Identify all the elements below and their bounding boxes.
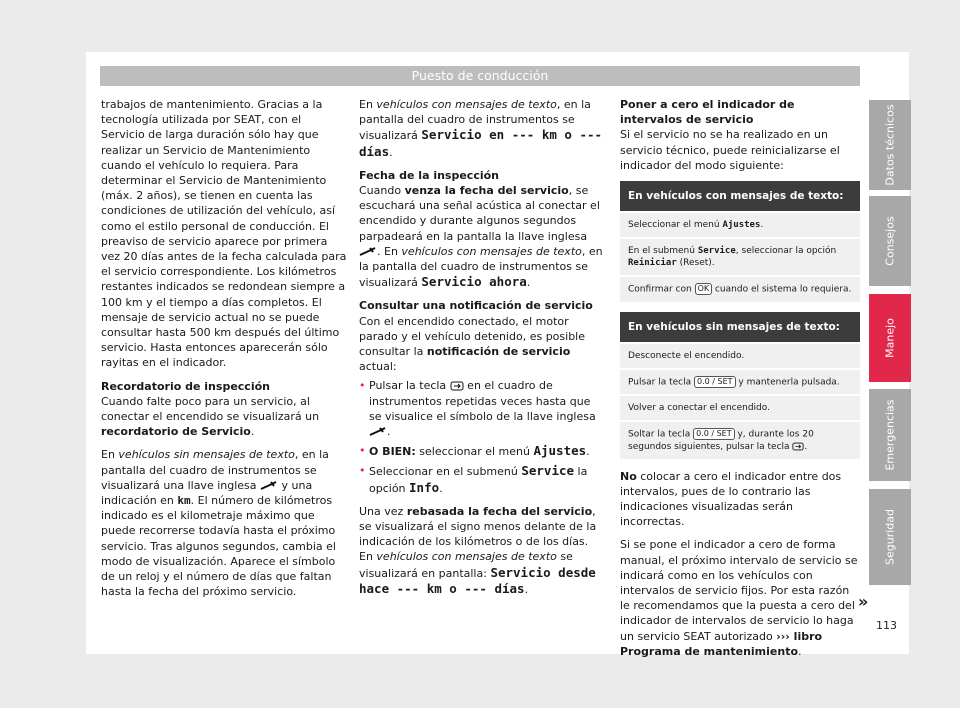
instruction-box-without-text <box>620 312 860 459</box>
page-header: Puesto de conducción <box>100 66 860 86</box>
list-item: • O BIEN: seleccionar el menú Ajustes. <box>359 443 603 459</box>
list-item: • Seleccionar en el submenú Service la opción Info. <box>359 463 603 495</box>
set-key-icon: 0.0 / SET <box>693 428 735 440</box>
section-heading: Poner a cero el indicador de intervalos de servicio <box>620 98 795 127</box>
tab-datos-tecnicos[interactable]: Datos técnicos <box>869 100 911 190</box>
wrench-icon <box>260 481 278 491</box>
section-heading: Recordatorio de inspección <box>101 379 270 393</box>
trip-button-icon <box>792 442 804 451</box>
instruction-box-with-text <box>620 181 860 302</box>
paragraph: trabajos de mantenimiento. Gracias a la tecnología utilizada por SEAT, con el Servicio de larga duración sólo hay que realizar un Servicio de Mantenimiento cuando el vehículo lo requiera. Para determinar el Servicio de Mantenimiento (máx. 2 años), se tienen en cuenta las condiciones de utilización del vehículo, así como el estilo personal de conducción. El preaviso de servicio aparece por primera vez 20 días antes de la fecha calculada para el servicio correspondiente. Los kilómetros restantes indicados se redondean siempre a 100 km y el tiempo a días completos. El mensaje de servicio actual no se puede consultar hasta 500 km después del último servicio. Hasta entonces aparecerán sólo rayitas en el indicador. <box>101 98 347 370</box>
column-3 <box>620 97 860 667</box>
paragraph: Si se pone el indicador a cero de forma manual, el próximo intervalo de servicio se indicará como en los vehículos con intervalos de servicio fijos. Por esta razón le recomendamos que la puesta a cero del indicador de intervalos de servicio lo haga un servicio SEAT autorizado ››› libro Programa de mantenimiento. <box>620 538 858 658</box>
wrench-icon <box>359 247 377 257</box>
box-step: Seleccionar el menú Ajustes. <box>620 211 860 237</box>
box-step: Soltar la tecla 0.0 / SET y, durante los 20 segundos siguientes, pulsar la tecla . <box>620 420 860 459</box>
box-step: Confirmar con OK cuando el sistema lo requiera. <box>620 275 860 302</box>
paragraph: Cuando venza la fecha del servicio, se escuchará una señal acústica al conectar el encendido y durante algunos segundos parpadeará en la pantalla la llave inglesa . En vehículos con mensajes de texto, en la pantalla del cuadro de instrumentos se visualizará Servicio ahora. <box>359 184 603 290</box>
box-step: Volver a conectar el encendido. <box>620 394 860 420</box>
box-step: Desconecte el encendido. <box>620 342 860 368</box>
box-step: En el submenú Service, seleccionar la opción Reiniciar (Reset). <box>620 237 860 275</box>
box-step: Pulsar la tecla 0.0 / SET y mantenerla pulsada. <box>620 368 860 395</box>
box-title: En vehículos sin mensajes de texto: <box>620 312 860 342</box>
paragraph: En vehículos con mensajes de texto, en la pantalla del cuadro de instrumentos se visualizará Servicio en --- km o --- días. <box>359 98 603 159</box>
column-2 <box>359 97 603 605</box>
paragraph: Cuando falte poco para un servicio, al conectar el encendido se visualizará un recordatorio de Servicio. <box>101 394 320 439</box>
ok-key-icon: OK <box>695 283 713 295</box>
paragraph: No colocar a cero el indicador entre dos intervalos, pues de lo contrario las indicaciones visualizadas serán incorrectas. <box>620 469 842 529</box>
paragraph: En vehículos sin mensajes de texto, en la pantalla del cuadro de instrumentos se visualizará una llave inglesa y una indicación en km. El número de kilómetros indicado es el kilometraje máximo que puede recorrerse todavía hasta el próximo servicio. Tras algunos segundos, cambia el modo de visualización. Aparece el símbolo de un reloj y el número de días que faltan hasta la fecha del próximo servicio. <box>101 448 336 599</box>
section-heading: Fecha de la inspección <box>359 168 500 182</box>
paragraph: Si el servicio no se ha realizado en un servicio técnico, puede reinicializarse el indicador del modo siguiente: <box>620 128 840 172</box>
set-key-icon: 0.0 / SET <box>694 376 736 388</box>
tab-manejo[interactable]: Manejo <box>869 294 911 382</box>
paragraph: Con el encendido conectado, el motor parado y el vehículo detenido, es posible consultar la notificación de servicio actual: <box>359 314 585 374</box>
tab-seguridad[interactable]: Seguridad <box>869 489 911 585</box>
cross-reference-link[interactable]: ››› <box>776 629 790 643</box>
section-heading: Consultar una notificación de servicio <box>359 299 593 313</box>
box-title: En vehículos con mensajes de texto: <box>620 181 860 211</box>
continue-mark: » <box>858 592 869 611</box>
tab-consejos[interactable]: Consejos <box>869 196 911 286</box>
list-item: • Pulsar la tecla en el cuadro de instrumentos repetidas veces hasta que se visualice el símbolo de la llave inglesa . <box>359 378 603 439</box>
trip-button-icon <box>450 381 464 391</box>
wrench-icon <box>369 427 387 437</box>
column-1 <box>101 97 347 608</box>
page-number: 113 <box>876 619 897 632</box>
paragraph: Una vez rebasada la fecha del servicio, se visualizará el signo menos delante de la indicación de los kilómetros o de los días. En vehículos con mensajes de texto se visualizará en pantalla: Servicio desde hace --- km o --- días. <box>359 504 597 596</box>
tab-emergencias[interactable]: Emergencias <box>869 389 911 481</box>
